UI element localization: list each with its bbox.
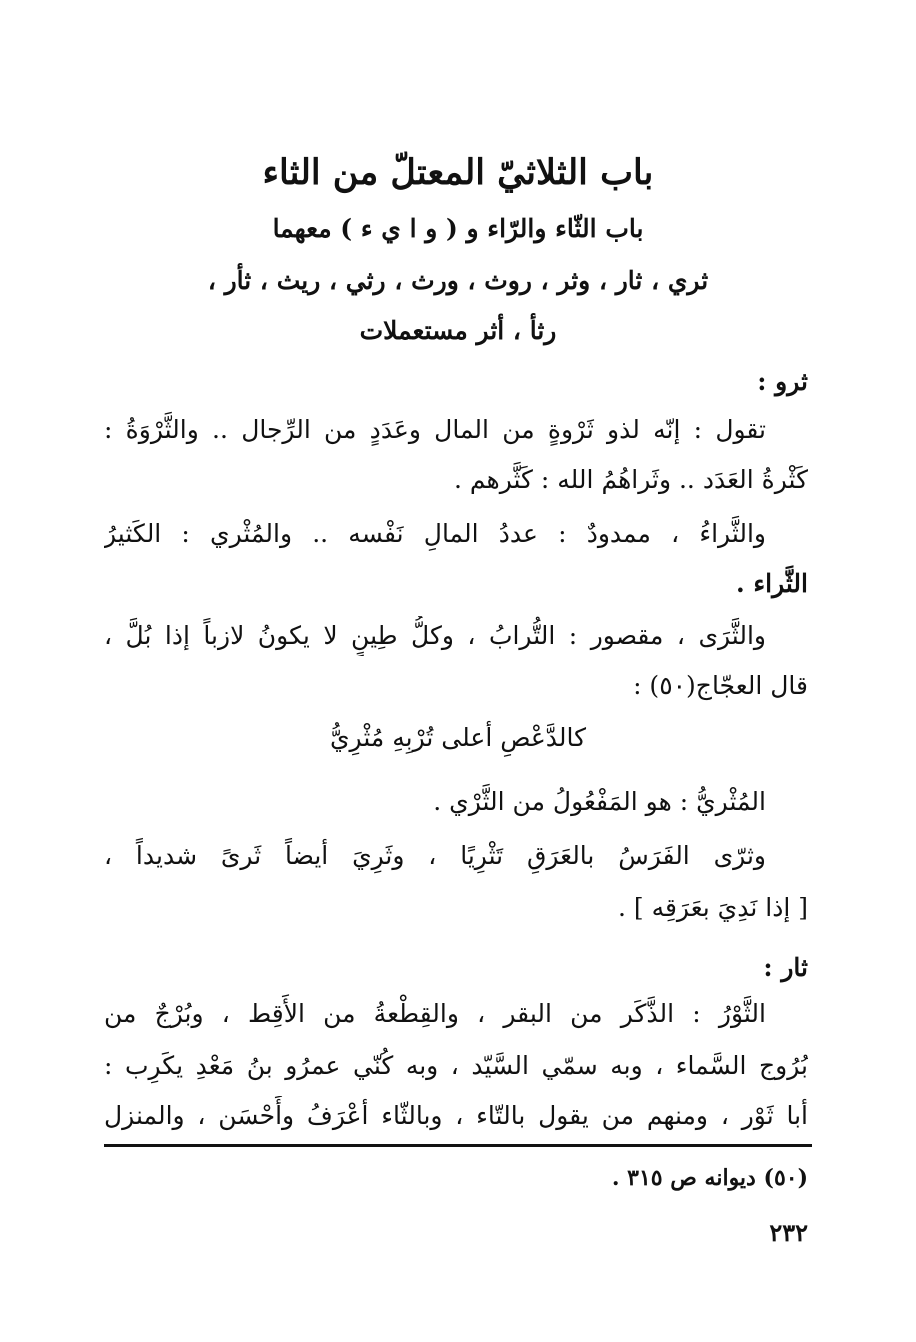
chapter-subtitle: باب الثّاء والرّاء و ( و ا ي ء ) معهما <box>272 214 644 243</box>
text-line: والثَّرَى ، مقصور : التُّرابُ ، وكلُّ طِينٍ لا يكونُ لازباً إذا بُلَّ ، <box>104 621 766 650</box>
chapter-title: باب الثلاثيّ المعتلّ من الثاء <box>262 152 654 193</box>
roots-list-line-1: ثري ، ثار ، وثر ، روث ، ورث ، رثي ، ريث ، ثأر ، <box>207 266 709 295</box>
text-line: الثَّراء . <box>735 569 808 598</box>
entry-heading-thar: ثار : <box>763 953 808 982</box>
text-line: أبا ثَوْر ، ومنهم من يقول بالتّاء ، وبالثّاء أعْرَفُ وأَحْسَن ، والمنزل <box>104 1101 808 1130</box>
text-line: وثرّى الفَرَسُ بالعَرَقِ تَثْرِيًا ، وثَرِيَ أيضاً ثَرىً شديداً ، <box>104 841 766 870</box>
footnote-divider <box>104 1144 812 1147</box>
entry-heading-thrw: ثرو : <box>757 367 808 396</box>
text-line: المُثْريُّ : هو المَفْعُولُ من الثَّرْي . <box>433 787 766 816</box>
roots-list-line-2: رثأ ، أثر مستعملات <box>359 316 557 345</box>
text-line: الثَّوْرُ : الذَّكَر من البقر ، والقِطْعةُ من الأَقِط ، وبُرْجٌ من <box>104 999 766 1028</box>
text-line: قال العجّاج(٥٠) : <box>633 671 808 700</box>
footnote: (٥٠) ديوانه ص ٣١٥ . <box>611 1165 808 1191</box>
text-line: تقول : إنّه لذو ثَرْوةٍ من المال وعَدَدٍ من الرِّجال .. والثَّرْوَةُ : <box>104 415 766 444</box>
text-line: والثَّراءُ ، ممدودٌ : عددُ المالِ نَفْسه .. والمُثْري : الكَثيرُ <box>104 519 766 548</box>
text-line: كَثْرةُ العَدَد .. وثَراهُمُ الله : كَثَّرهم . <box>453 465 808 494</box>
text-line: [ إذا نَدِيَ بعَرَقِه ] . <box>617 893 808 922</box>
text-line: بُرُوج السَّماء ، وبه سمّي السَّيّد ، وبه كُنّي عمرُو بنُ مَعْدِ يكَرِب : <box>104 1051 808 1080</box>
page-number: ٢٣٢ <box>769 1218 808 1247</box>
verse-line: كالدَّعْصِ أعلى تُرْبِهِ مُثْرِيُّ <box>329 723 587 752</box>
